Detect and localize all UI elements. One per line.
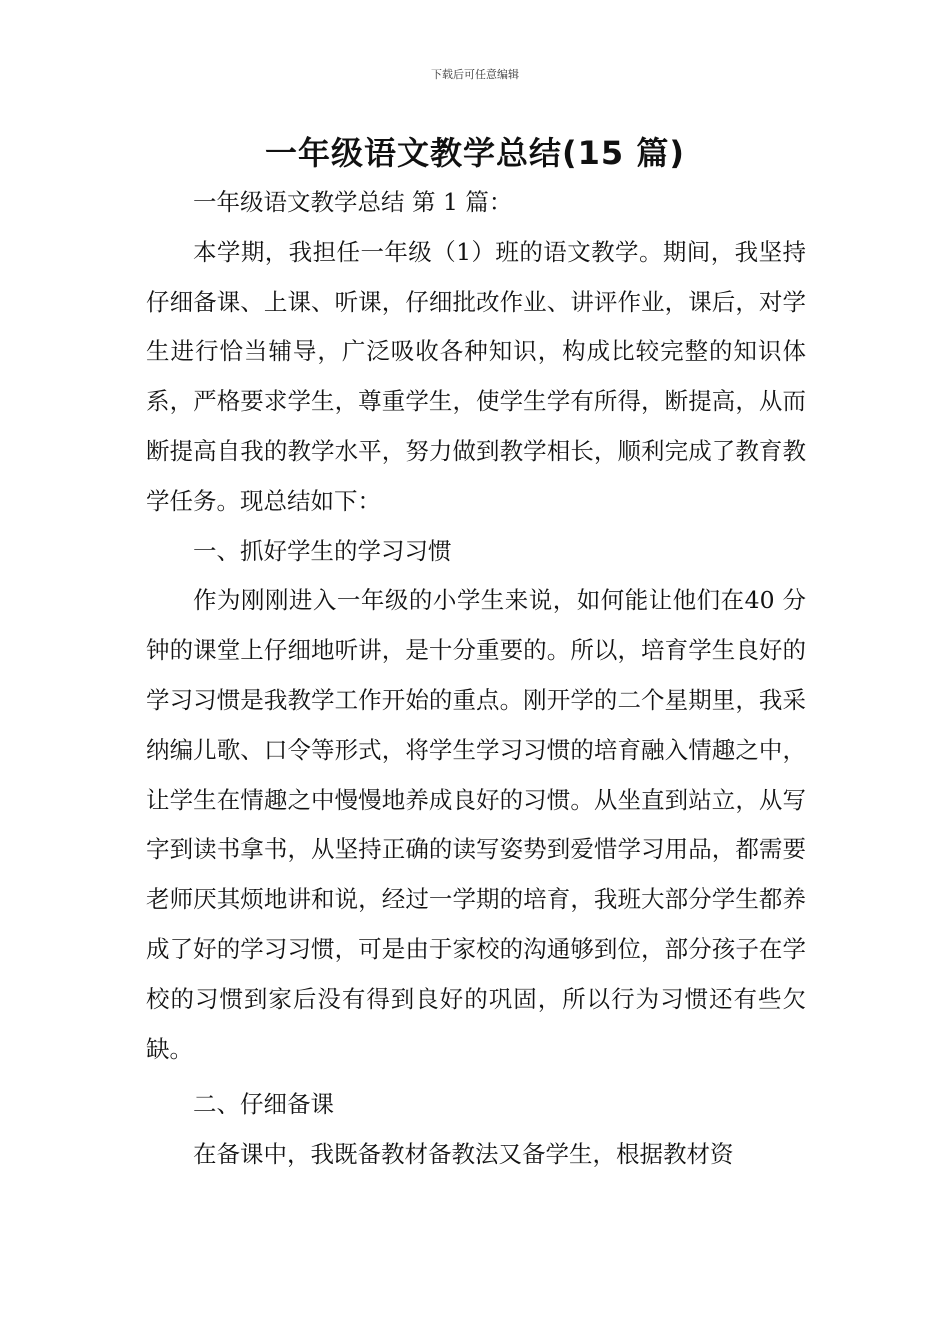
paragraph-intro: 本学期，我担任一年级（1）班的语文教学。期间，我坚持仔细备课、上课、听课，仔细批改作业、讲评作业，课后，对学生进行恰当辅导，广泛吸收各种知识，构成比较完整的知识体系，严格要求学生，尊重学生，使学生学有所得，断提高，从而断提高自我的教学水平，努力做到教学相长，顺利完成了教育教学任务。现总结如下： <box>146 237 806 515</box>
paragraph-lesson-prep: 在备课中，我既备教材备教法又备学生，根据教材资 <box>193 1140 734 1169</box>
paragraph-study-habits: 作为刚刚进入一年级的小学生来说，如何能让他们在40 分钟的课堂上仔细地听讲，是十分重要的。所以，培育学生良好的学习习惯是我教学工作开始的重点。刚开学的二个星期里，我采纳编儿歌、口令等形式，将学生学习习惯的培育融入情趣之中，让学生在情趣之中慢慢地养成良好的习惯。从坐直到站立，从写字到读书拿书，从坚持正确的读写姿势到爱惜学习用品，都需要老师厌其烦地讲和说，经过一学期的培育，我班大部分学生都养成了好的学习习惯，可是由于家校的沟通够到位，部分孩子在学校的习惯到家后没有得到良好的巩固，所以行为习惯还有些欠缺。 <box>146 586 806 1063</box>
section-subtitle: 一年级语文教学总结 第 1 篇： <box>193 188 513 216</box>
header-note: 下载后可任意编辑 <box>431 68 519 81</box>
heading-lesson-prep: 二、仔细备课 <box>193 1090 334 1119</box>
document-title: 一年级语文教学总结(15 篇) <box>265 134 685 172</box>
heading-study-habits: 一、抓好学生的学习习惯 <box>193 536 452 565</box>
document-body <box>146 178 806 1180</box>
